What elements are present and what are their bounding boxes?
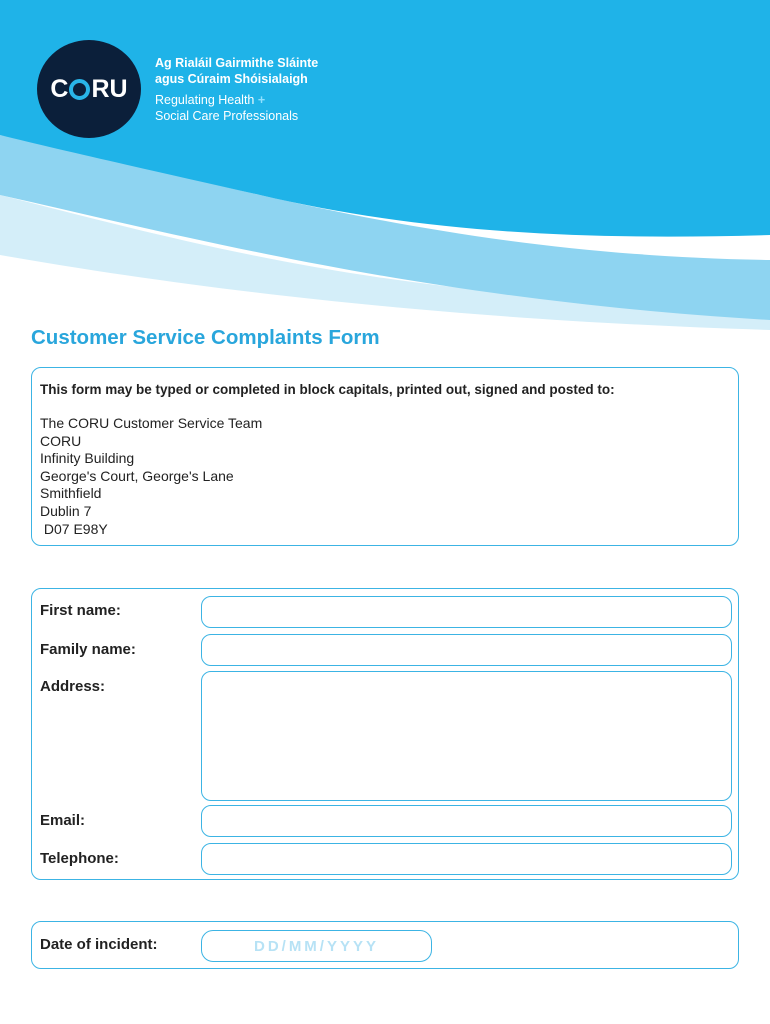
plus-icon: + — [257, 93, 266, 107]
address-line: Smithfield — [40, 485, 102, 502]
telephone-label: Telephone: — [40, 850, 119, 867]
address-label: Address: — [40, 678, 106, 695]
postal-instructions: This form may be typed or completed in block capitals, printed out, signed and posted to: — [40, 382, 615, 397]
logo-letter-c: C — [50, 74, 69, 103]
address-line: D07 E98Y — [40, 520, 108, 537]
address-line: The CORU Customer Service Team — [40, 415, 263, 431]
postal-address — [40, 415, 730, 538]
form-title: Customer Service Complaints Form — [31, 326, 380, 349]
address-line: George's Court, George's Lane — [40, 467, 234, 484]
incident-date-input[interactable] — [201, 930, 432, 962]
tagline-irish-line2: agus Cúraim Shóisialaigh — [155, 72, 308, 86]
incident-date-label: Date of incident: — [40, 936, 158, 953]
family-name-input[interactable] — [201, 634, 732, 666]
address-line: CORU — [40, 432, 82, 449]
tagline-regulating-health: Regulating Health — [155, 93, 255, 107]
family-name-label: Family name: — [40, 641, 136, 658]
incident-date-box — [31, 921, 739, 969]
logo-ring-icon — [69, 79, 90, 100]
personal-details-box — [31, 588, 739, 880]
logo-letters-ru: RU — [91, 74, 128, 103]
first-name-input[interactable] — [201, 596, 732, 628]
logo-tagline — [155, 55, 318, 124]
address-line: Dublin 7 — [40, 502, 92, 519]
email-label: Email: — [40, 812, 86, 829]
telephone-input[interactable] — [201, 843, 732, 875]
tagline-english-line1 — [155, 92, 318, 108]
address-input[interactable] — [201, 671, 732, 801]
first-name-label: First name: — [40, 602, 121, 619]
postal-info-box — [31, 367, 739, 546]
coru-logo — [37, 40, 141, 138]
email-input[interactable] — [201, 805, 732, 837]
tagline-english-line2: Social Care Professionals — [155, 109, 299, 123]
address-line: Infinity Building — [40, 450, 135, 467]
tagline-irish-line1: Ag Rialáil Gairmithe Sláinte — [155, 56, 319, 70]
